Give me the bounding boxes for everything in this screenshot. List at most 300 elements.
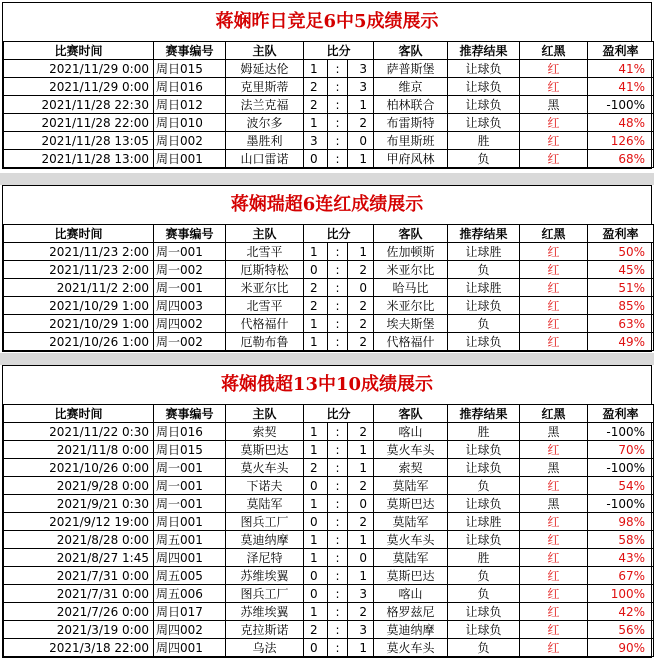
score-separator: : <box>328 150 348 168</box>
red-black-status: 红 <box>520 549 588 567</box>
table-row <box>4 333 654 351</box>
home-team: 米亚尔比 <box>226 279 304 297</box>
profit-rate: 70% <box>588 441 654 459</box>
score-separator: : <box>328 315 348 333</box>
match-code: 周一001 <box>154 279 226 297</box>
home-team: 克里斯蒂 <box>226 78 304 96</box>
profit-rate: 98% <box>588 513 654 531</box>
home-team-header: 主队 <box>226 225 304 243</box>
match-time: 2021/8/28 0:00 <box>4 531 154 549</box>
pick-result-header: 推荐结果 <box>448 225 520 243</box>
profit-rate: 85% <box>588 297 654 315</box>
table-row <box>4 315 654 333</box>
away-team: 佐加顿斯 <box>374 243 448 261</box>
red-black-status: 黑 <box>520 459 588 477</box>
away-team: 代格福什 <box>374 333 448 351</box>
home-team: 墨胜利 <box>226 132 304 150</box>
section-gap <box>0 173 654 185</box>
away-team: 米亚尔比 <box>374 297 448 315</box>
match-time: 2021/11/28 22:00 <box>4 114 154 132</box>
red-black-status: 红 <box>520 60 588 78</box>
match-time-header: 比赛时间 <box>4 42 154 60</box>
table-row <box>4 114 654 132</box>
profit-rate: 100% <box>588 585 654 603</box>
home-score: 3 <box>304 132 328 150</box>
home-score: 0 <box>304 150 328 168</box>
red-black-status: 红 <box>520 114 588 132</box>
home-team: 北雪平 <box>226 243 304 261</box>
home-team: 苏维埃翼 <box>226 567 304 585</box>
score-separator: : <box>328 60 348 78</box>
match-code: 周日017 <box>154 603 226 621</box>
score-header: 比分 <box>304 225 374 243</box>
pick-result: 负 <box>448 567 520 585</box>
match-time: 2021/9/21 0:30 <box>4 495 154 513</box>
red-black-status: 红 <box>520 333 588 351</box>
match-code: 周一001 <box>154 243 226 261</box>
home-score: 0 <box>304 585 328 603</box>
score-separator: : <box>328 549 348 567</box>
table-row <box>4 441 654 459</box>
home-score: 2 <box>304 78 328 96</box>
profit-rate: 90% <box>588 639 654 657</box>
away-score: 2 <box>348 114 374 132</box>
home-score: 1 <box>304 603 328 621</box>
home-score: 1 <box>304 315 328 333</box>
home-score: 1 <box>304 423 328 441</box>
match-time: 2021/7/31 0:00 <box>4 585 154 603</box>
away-team: 布雷斯特 <box>374 114 448 132</box>
score-separator: : <box>328 333 348 351</box>
match-time: 2021/11/28 13:00 <box>4 150 154 168</box>
match-time: 2021/11/22 0:30 <box>4 423 154 441</box>
home-team: 下诺夫 <box>226 477 304 495</box>
match-code: 周四003 <box>154 297 226 315</box>
profit-rate-header: 盈利率 <box>588 405 654 423</box>
table-row <box>4 639 654 657</box>
score-separator: : <box>328 441 348 459</box>
away-score: 2 <box>348 603 374 621</box>
away-score: 1 <box>348 459 374 477</box>
pick-result: 让球负 <box>448 114 520 132</box>
home-team: 厄斯特松 <box>226 261 304 279</box>
profit-rate: 41% <box>588 78 654 96</box>
match-code: 周日002 <box>154 132 226 150</box>
results-table <box>3 404 654 657</box>
away-score: 3 <box>348 60 374 78</box>
match-time: 2021/9/12 19:00 <box>4 513 154 531</box>
red-black-status: 红 <box>520 261 588 279</box>
away-team: 莫陆军 <box>374 513 448 531</box>
home-team: 法兰克福 <box>226 96 304 114</box>
away-team-header: 客队 <box>374 405 448 423</box>
away-score: 2 <box>348 315 374 333</box>
match-code-header: 赛事编号 <box>154 405 226 423</box>
section-gap <box>0 353 654 365</box>
table-row <box>4 459 654 477</box>
profit-rate: 48% <box>588 114 654 132</box>
score-separator: : <box>328 567 348 585</box>
home-score: 2 <box>304 621 328 639</box>
table-row <box>4 60 654 78</box>
section-title: 蒋娴瑞超6连红成绩展示 <box>230 194 424 215</box>
home-score: 1 <box>304 549 328 567</box>
home-score: 1 <box>304 333 328 351</box>
match-time: 2021/11/2 2:00 <box>4 279 154 297</box>
pick-result: 负 <box>448 477 520 495</box>
red-black-status: 红 <box>520 297 588 315</box>
table-row <box>4 567 654 585</box>
away-score: 2 <box>348 261 374 279</box>
table-row <box>4 477 654 495</box>
pick-result-header: 推荐结果 <box>448 42 520 60</box>
score-separator: : <box>328 477 348 495</box>
table-row <box>4 549 654 567</box>
home-score: 0 <box>304 567 328 585</box>
table-row <box>4 150 654 168</box>
pick-result: 让球负 <box>448 603 520 621</box>
home-score: 1 <box>304 114 328 132</box>
red-black-status: 红 <box>520 441 588 459</box>
pick-result: 负 <box>448 261 520 279</box>
away-score: 3 <box>348 78 374 96</box>
pick-result: 让球胜 <box>448 279 520 297</box>
away-team: 埃夫斯堡 <box>374 315 448 333</box>
home-team: 莫斯巴达 <box>226 441 304 459</box>
home-score: 1 <box>304 531 328 549</box>
away-team: 柏林联合 <box>374 96 448 114</box>
home-team: 山口雷诺 <box>226 150 304 168</box>
away-team: 喀山 <box>374 585 448 603</box>
match-time: 2021/11/28 13:05 <box>4 132 154 150</box>
home-team-header: 主队 <box>226 405 304 423</box>
home-team: 图兵工厂 <box>226 585 304 603</box>
table-row <box>4 531 654 549</box>
match-time: 2021/11/28 22:30 <box>4 96 154 114</box>
pick-result: 让球负 <box>448 96 520 114</box>
pick-result: 胜 <box>448 549 520 567</box>
score-separator: : <box>328 621 348 639</box>
profit-rate: 54% <box>588 477 654 495</box>
home-team: 克拉斯诺 <box>226 621 304 639</box>
match-time: 2021/10/29 1:00 <box>4 315 154 333</box>
score-header: 比分 <box>304 405 374 423</box>
profit-rate: -100% <box>588 423 654 441</box>
match-time: 2021/11/29 0:00 <box>4 60 154 78</box>
red-black-header: 红黑 <box>520 42 588 60</box>
score-separator: : <box>328 78 348 96</box>
home-team: 波尔多 <box>226 114 304 132</box>
match-code: 周日001 <box>154 150 226 168</box>
away-score: 2 <box>348 513 374 531</box>
pick-result: 让球负 <box>448 333 520 351</box>
match-code: 周五005 <box>154 567 226 585</box>
home-team: 苏维埃翼 <box>226 603 304 621</box>
pick-result: 让球负 <box>448 78 520 96</box>
home-score: 0 <box>304 639 328 657</box>
score-header: 比分 <box>304 42 374 60</box>
match-time: 2021/10/29 1:00 <box>4 297 154 315</box>
score-separator: : <box>328 279 348 297</box>
table-row <box>4 132 654 150</box>
away-score: 0 <box>348 279 374 297</box>
match-time: 2021/3/18 22:00 <box>4 639 154 657</box>
away-score: 2 <box>348 423 374 441</box>
away-team: 莫陆军 <box>374 477 448 495</box>
home-score: 1 <box>304 243 328 261</box>
match-code: 周日012 <box>154 96 226 114</box>
home-team: 代格福什 <box>226 315 304 333</box>
red-black-status: 红 <box>520 279 588 297</box>
score-separator: : <box>328 261 348 279</box>
match-time: 2021/7/31 0:00 <box>4 567 154 585</box>
home-team: 莫火车头 <box>226 459 304 477</box>
home-score: 2 <box>304 297 328 315</box>
match-code: 周一001 <box>154 495 226 513</box>
profit-rate: -100% <box>588 459 654 477</box>
match-code: 周日015 <box>154 60 226 78</box>
red-black-status: 红 <box>520 513 588 531</box>
profit-rate: 50% <box>588 243 654 261</box>
away-team: 莫陆军 <box>374 549 448 567</box>
match-code: 周五006 <box>154 585 226 603</box>
table-row <box>4 585 654 603</box>
red-black-status: 黑 <box>520 495 588 513</box>
section-title: 蒋娴昨日竞足6中5成绩展示 <box>215 11 439 32</box>
home-team: 厄勒布鲁 <box>226 333 304 351</box>
pick-result: 负 <box>448 585 520 603</box>
away-team: 米亚尔比 <box>374 261 448 279</box>
match-time: 2021/11/29 0:00 <box>4 78 154 96</box>
russian-league-results-panel <box>2 365 652 658</box>
match-code: 周一001 <box>154 459 226 477</box>
away-score: 0 <box>348 132 374 150</box>
pick-result: 让球负 <box>448 459 520 477</box>
match-code: 周日016 <box>154 78 226 96</box>
match-code: 周四002 <box>154 315 226 333</box>
profit-rate: 49% <box>588 333 654 351</box>
red-black-status: 红 <box>520 477 588 495</box>
score-separator: : <box>328 423 348 441</box>
match-code: 周四001 <box>154 549 226 567</box>
table-row <box>4 495 654 513</box>
match-time: 2021/7/26 0:00 <box>4 603 154 621</box>
home-team: 泽尼特 <box>226 549 304 567</box>
away-team: 莫迪纳摩 <box>374 621 448 639</box>
jingzu-results-panel <box>2 2 652 169</box>
home-team: 乌法 <box>226 639 304 657</box>
home-score: 0 <box>304 261 328 279</box>
swedish-league-results-panel <box>2 185 652 352</box>
red-black-status: 红 <box>520 567 588 585</box>
profit-rate: 58% <box>588 531 654 549</box>
away-score: 2 <box>348 297 374 315</box>
score-separator: : <box>328 639 348 657</box>
match-time: 2021/10/26 0:00 <box>4 459 154 477</box>
away-team: 布里斯班 <box>374 132 448 150</box>
pick-result: 让球负 <box>448 297 520 315</box>
profit-rate: 45% <box>588 261 654 279</box>
home-score: 2 <box>304 459 328 477</box>
score-separator: : <box>328 603 348 621</box>
pick-result: 让球负 <box>448 495 520 513</box>
home-score: 1 <box>304 60 328 78</box>
away-score: 1 <box>348 639 374 657</box>
profit-rate: 42% <box>588 603 654 621</box>
match-time-header: 比赛时间 <box>4 225 154 243</box>
pick-result: 让球负 <box>448 531 520 549</box>
match-code: 周日015 <box>154 441 226 459</box>
profit-rate: 51% <box>588 279 654 297</box>
pick-result: 让球胜 <box>448 243 520 261</box>
away-team: 喀山 <box>374 423 448 441</box>
table-row <box>4 621 654 639</box>
score-separator: : <box>328 585 348 603</box>
table-row <box>4 279 654 297</box>
home-team: 姆延达伦 <box>226 60 304 78</box>
red-black-status: 红 <box>520 621 588 639</box>
results-table <box>3 224 654 351</box>
away-score: 0 <box>348 549 374 567</box>
away-score: 1 <box>348 150 374 168</box>
pick-result: 胜 <box>448 423 520 441</box>
match-code: 周日001 <box>154 513 226 531</box>
profit-rate: 126% <box>588 132 654 150</box>
match-time: 2021/10/26 1:00 <box>4 333 154 351</box>
match-code-header: 赛事编号 <box>154 42 226 60</box>
profit-rate: -100% <box>588 96 654 114</box>
away-score: 1 <box>348 531 374 549</box>
home-score: 2 <box>304 279 328 297</box>
home-score: 1 <box>304 495 328 513</box>
score-separator: : <box>328 513 348 531</box>
pick-result: 胜 <box>448 132 520 150</box>
red-black-status: 红 <box>520 243 588 261</box>
away-team: 莫火车头 <box>374 441 448 459</box>
match-code: 周一002 <box>154 333 226 351</box>
home-score: 2 <box>304 96 328 114</box>
away-team: 甲府风林 <box>374 150 448 168</box>
results-table <box>3 41 654 168</box>
profit-rate: -100% <box>588 495 654 513</box>
match-time: 2021/11/23 2:00 <box>4 243 154 261</box>
score-separator: : <box>328 459 348 477</box>
away-score: 3 <box>348 585 374 603</box>
pick-result: 负 <box>448 150 520 168</box>
red-black-header: 红黑 <box>520 225 588 243</box>
away-team: 哈马比 <box>374 279 448 297</box>
pick-result-header: 推荐结果 <box>448 405 520 423</box>
match-code: 周四002 <box>154 621 226 639</box>
match-time: 2021/8/27 1:45 <box>4 549 154 567</box>
red-black-status: 红 <box>520 531 588 549</box>
red-black-header: 红黑 <box>520 405 588 423</box>
score-separator: : <box>328 531 348 549</box>
score-separator: : <box>328 132 348 150</box>
pick-result: 让球负 <box>448 621 520 639</box>
away-team: 索契 <box>374 459 448 477</box>
pick-result: 让球负 <box>448 441 520 459</box>
away-team: 莫火车头 <box>374 639 448 657</box>
away-team: 维京 <box>374 78 448 96</box>
table-row <box>4 513 654 531</box>
away-score: 1 <box>348 96 374 114</box>
profit-rate: 56% <box>588 621 654 639</box>
home-team: 莫迪纳摩 <box>226 531 304 549</box>
pick-result: 负 <box>448 639 520 657</box>
score-separator: : <box>328 297 348 315</box>
table-row <box>4 78 654 96</box>
pick-result: 让球胜 <box>448 513 520 531</box>
match-time: 2021/3/19 0:00 <box>4 621 154 639</box>
score-separator: : <box>328 495 348 513</box>
match-time: 2021/11/8 0:00 <box>4 441 154 459</box>
red-black-status: 红 <box>520 585 588 603</box>
away-score: 2 <box>348 477 374 495</box>
red-black-status: 黑 <box>520 423 588 441</box>
home-score: 1 <box>304 441 328 459</box>
red-black-status: 红 <box>520 603 588 621</box>
match-code: 周日010 <box>154 114 226 132</box>
header-row <box>4 42 654 60</box>
profit-rate-header: 盈利率 <box>588 225 654 243</box>
table-row <box>4 261 654 279</box>
profit-rate: 43% <box>588 549 654 567</box>
profit-rate: 68% <box>588 150 654 168</box>
red-black-status: 红 <box>520 639 588 657</box>
profit-rate: 63% <box>588 315 654 333</box>
away-team: 格罗兹尼 <box>374 603 448 621</box>
away-team: 莫斯巴达 <box>374 567 448 585</box>
red-black-status: 红 <box>520 315 588 333</box>
header-row <box>4 225 654 243</box>
match-code: 周一001 <box>154 477 226 495</box>
section-title: 蒋娴俄超13中10成绩展示 <box>220 374 434 395</box>
away-team-header: 客队 <box>374 225 448 243</box>
away-team: 萨普斯堡 <box>374 60 448 78</box>
red-black-status: 红 <box>520 150 588 168</box>
away-team-header: 客队 <box>374 42 448 60</box>
away-score: 3 <box>348 621 374 639</box>
score-separator: : <box>328 114 348 132</box>
match-time-header: 比赛时间 <box>4 405 154 423</box>
match-time: 2021/11/23 2:00 <box>4 261 154 279</box>
away-score: 1 <box>348 441 374 459</box>
home-score: 0 <box>304 477 328 495</box>
match-code: 周一002 <box>154 261 226 279</box>
table-row <box>4 297 654 315</box>
home-team: 图兵工厂 <box>226 513 304 531</box>
away-score: 0 <box>348 495 374 513</box>
red-black-status: 红 <box>520 132 588 150</box>
pick-result: 让球负 <box>448 60 520 78</box>
red-black-status: 黑 <box>520 96 588 114</box>
red-black-status: 红 <box>520 78 588 96</box>
away-team: 莫斯巴达 <box>374 495 448 513</box>
match-code: 周日016 <box>154 423 226 441</box>
table-row <box>4 243 654 261</box>
table-row <box>4 603 654 621</box>
score-separator: : <box>328 243 348 261</box>
match-code: 周四001 <box>154 639 226 657</box>
match-code-header: 赛事编号 <box>154 225 226 243</box>
table-row <box>4 423 654 441</box>
away-score: 2 <box>348 333 374 351</box>
score-separator: : <box>328 96 348 114</box>
profit-rate: 41% <box>588 60 654 78</box>
home-team: 索契 <box>226 423 304 441</box>
away-score: 1 <box>348 567 374 585</box>
